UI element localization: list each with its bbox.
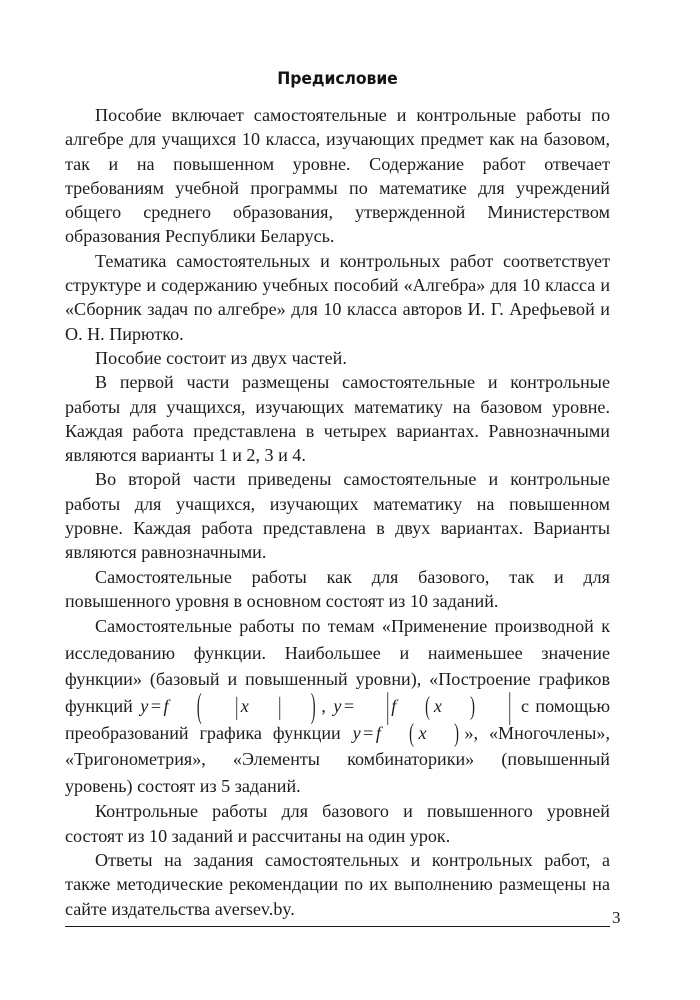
- formula2-close-paren: ): [469, 691, 475, 721]
- formula-open-paren: (: [196, 686, 202, 725]
- paragraph-3: Пособие состоит из двух частей.: [95, 347, 347, 368]
- formula-y-equals-abs-f-x: [332, 685, 514, 726]
- formula-function-f: f: [163, 696, 169, 717]
- paragraph-5: Во второй части приведены самостоятельные и контрольные работы для учащихся, изучающих математику на повышенном уровне. Каждая работа представлена в двух вариантах. Варианты являются равнозначными.: [65, 469, 610, 563]
- formula2-open-paren: (: [424, 691, 430, 721]
- formula-y-equals-f-abs-x: [139, 686, 321, 725]
- formula2-variable-x: x: [433, 696, 442, 717]
- formula2-function-f: f: [391, 696, 397, 717]
- formula2-abs-bar-left: |: [385, 685, 390, 726]
- formula-variable-x: x: [240, 696, 249, 717]
- footer-divider: [65, 926, 610, 927]
- paragraph-7-text-segment-2: с помощью преобразований графика функции: [65, 696, 610, 743]
- paragraph-4: В первой части размещены самостоятельные и контрольные работы для учащихся, изучающих математику на базовом уровне. Каждая работа представлена в четырех вариантах. Равнозначными являются варианты 1 и 2, 3 и 4.: [65, 372, 610, 466]
- body-text-block: [65, 103, 610, 921]
- formula2-equals-sign: =: [343, 696, 355, 717]
- formula3-variable-y: y: [352, 722, 361, 743]
- formula2-abs-bar-right: |: [508, 685, 512, 726]
- formula-equals-sign: =: [150, 696, 162, 717]
- page-title: Предисловие: [277, 69, 398, 90]
- paragraph-2: Тематика самостоятельных и контрольных работ соответствует структуре и содержанию учебных пособий «Алгебра» для 10 класса и «Сборник задач по алгебре» для 10 класса авторов И. Г. Арефьевой и О. Н. Пирютко.: [65, 250, 610, 344]
- paragraph-7-text-segment-3: », «Многочлены», «Тригонометрия», «Элементы комбинаторики» (повышенный уровень) состоят из 5 заданий.: [65, 722, 610, 796]
- formula3-open-paren: (: [409, 717, 415, 747]
- formula3-equals-sign: =: [363, 722, 374, 743]
- paragraph-6: Самостоятельные работы как для базового, так и для повышенного уровня в основном состоят из 10 заданий.: [65, 566, 610, 611]
- paragraph-7: [65, 613, 610, 799]
- paragraph-9: Ответы на задания самостоятельных и контрольных работ, а также методические рекомендации по их выполнению размещены на сайте издательства aversev.by.: [65, 849, 610, 919]
- formula3-close-paren: ): [454, 717, 460, 747]
- formula3-variable-x: x: [418, 722, 427, 743]
- formula-variable-y: y: [140, 696, 149, 717]
- paragraph-7-text-segment-1: Самостоятельные работы по темам «Применение производной к исследованию функции. Наибольшее и наименьшее значение функции» (базовый и повышенный уровни), «Построение графиков функций: [65, 616, 610, 717]
- formula3-function-f: f: [375, 722, 381, 743]
- formula-separator: ,: [321, 696, 333, 717]
- formula-close-paren: ): [311, 686, 316, 725]
- page-number: 3: [612, 908, 621, 927]
- formula-abs-bar-right: |: [277, 691, 282, 720]
- paragraph-8: Контрольные работы для базового и повышенного уровней состоят из 10 заданий и рассчитаны на один урок.: [65, 801, 610, 846]
- formula2-variable-y: y: [333, 696, 342, 717]
- paragraph-1: Пособие включает самостоятельные и контрольные работы по алгебре для учащихся 10 класса, изучающих предмет как на базовом, так и на повышенном уровне. Содержание работ отвечает требованиям учебной программы по математике для учреждений общего среднего образования, утвержденной Министерством образования Республики Беларусь.: [65, 105, 610, 247]
- formula-abs-bar-left: |: [235, 691, 239, 720]
